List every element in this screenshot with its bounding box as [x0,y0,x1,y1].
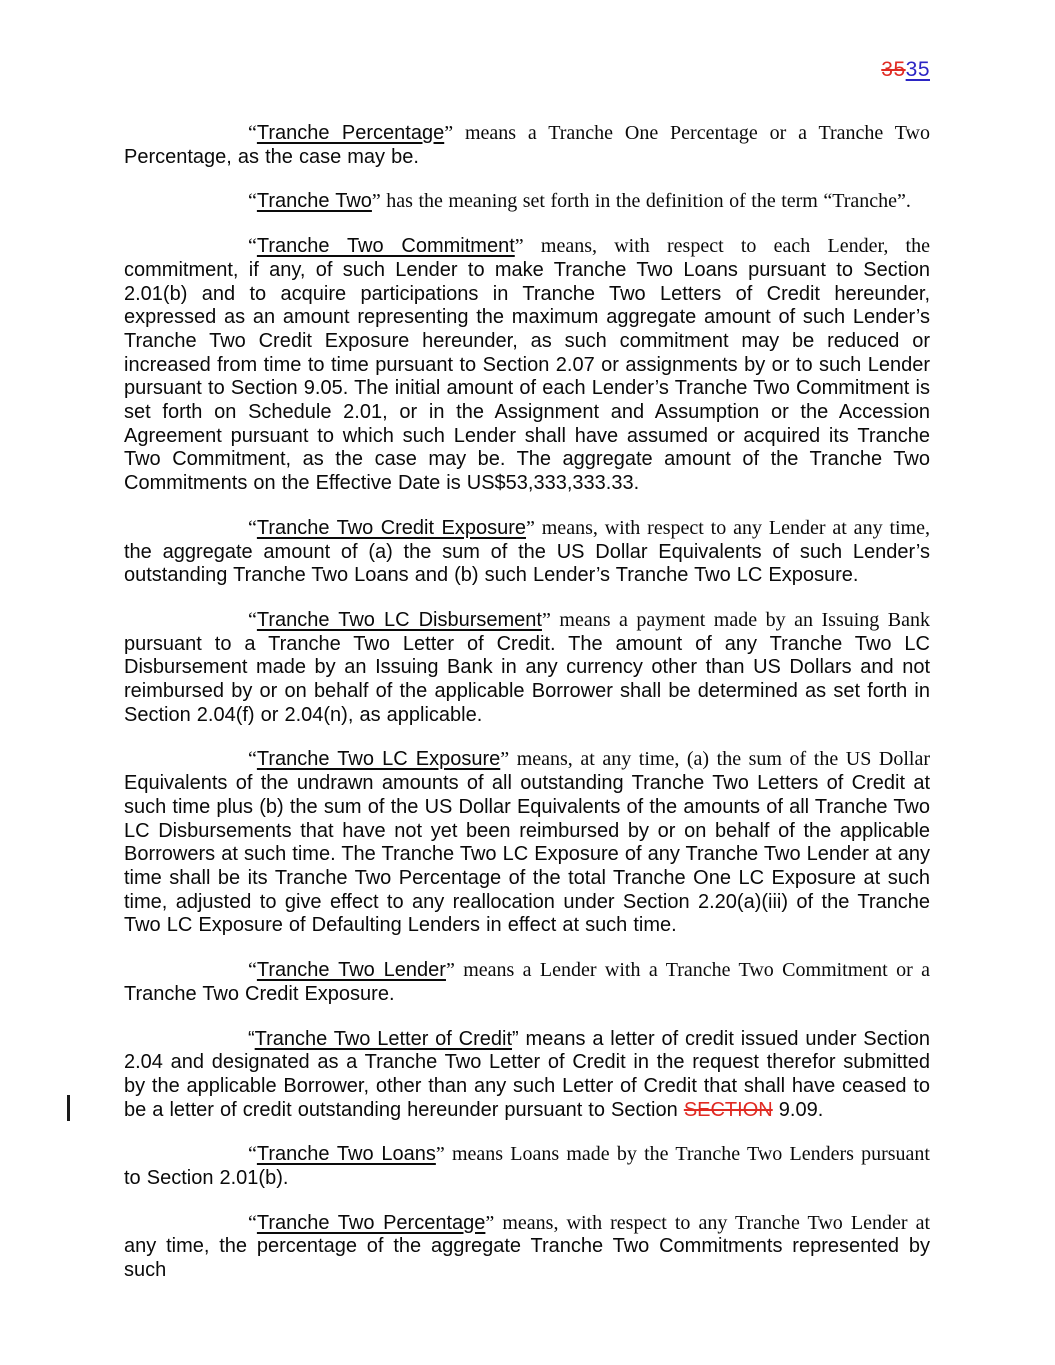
close-quote: ” [542,608,551,631]
open-quote: “ [248,959,257,982]
defined-term: Tranche Two LC Exposure [256,748,501,771]
defined-term: Tranche Two LC Disbursement [256,608,542,631]
close-quote: ” [514,235,524,258]
definition-paragraph-tranche-two-lc-exposure [124,748,930,938]
close-quote: ” [525,516,535,539]
definition-body-after: 9.09. [772,1098,824,1121]
open-quote: “ [248,516,257,539]
definition-paragraph-tranche-two-loans [124,1143,930,1190]
defined-term: Tranche Two Commitment [256,235,515,258]
open-quote: “ [248,235,257,258]
definition-body: means, with respect to any Tranche Two Lender at any time, the percentage of the aggregate Tranche Two Commitments represented by such [124,1211,931,1282]
close-quote: ” [512,1027,519,1050]
open-quote: “ [248,1027,255,1050]
definition-paragraph-tranche-percentage [124,122,930,169]
defined-term: Tranche Two Lender [256,959,446,982]
document-body [124,122,930,1304]
definition-body: means, with respect to each Lender, the commitment, if any, of such Lender to make Tranche Two Loans pursuant to Section 2.01(b) and to acquire participations in Tranche Two Letters of Credit hereunder, expressed as an amount representing the maximum aggregate amount of such Lender’s Tranche Two Credit Exposure hereunder, as such commitment may be reduced or increased from time to time pursuant to Section 2.07 or assignments by or to such Lender pursuant to Section 9.05. The initial amount of each Lender’s Tranche Two Commitment is set forth on Schedule 2.01, or in the Assignment and Assumption or the Accession Agreement pursuant to which such Lender shall have assumed or acquired its Tranche Two Commitment, as the case may be. The aggregate amount of the Tranche Two Commitments on the Effective Date is US$53,333,333.33. [124,235,930,495]
defined-term: Tranche Two Percentage [256,1211,486,1234]
definition-body: means, with respect to any Lender at any time, the aggregate amount of (a) the sum of the US Dollar Equivalents of such Lender’s outstanding Tranche Two Loans and (b) such Lender’s Tranche Two LC Exposure. [124,516,930,587]
close-quote: ” [500,748,510,771]
page-number [881,58,930,82]
definition-paragraph-tranche-two-credit-exposure [124,517,930,588]
open-quote: “ [248,190,257,213]
definition-paragraph-tranche-two-letter-of-credit [124,1028,930,1123]
open-quote: “ [248,748,257,771]
definition-paragraph-tranche-two-lender [124,959,930,1006]
definition-body: means Loans made by the Tranche Two Lenders pursuant to Section 2.01(b). [124,1143,930,1190]
definition-body: means a Tranche One Percentage or a Tranche Two Percentage, as the case may be. [124,122,931,168]
open-quote: “ [248,122,257,144]
open-quote: “ [248,1211,257,1234]
close-quote: ” [485,1211,495,1234]
defined-term: Tranche Two [256,190,372,213]
open-quote: “ [248,1143,257,1166]
definition-body: means a letter of credit issued under Section 2.04 and designated as a Tranche Two Letter of Credit in the request therefor submitted by the applicable Borrower, other than any such Letter of Credit that shall have ceased to be a letter of credit outstanding hereunder pursuant to Section [124,1027,931,1121]
close-quote: ” [444,122,454,144]
definition-paragraph-tranche-two-lc-disbursement [124,609,930,728]
definition-paragraph-tranche-two [124,190,930,214]
close-quote: ” [371,190,381,213]
definition-paragraph-tranche-two-percentage [124,1212,930,1283]
defined-term: Tranche Two Loans [256,1143,436,1166]
open-quote: “ [248,608,257,631]
definition-body: means a payment made by an Issuing Bank pursuant to a Tranche Two Letter of Credit. The amount of any Tranche Two LC Disbursement made by an Issuing Bank in any currency other than US Dollars and not reimbursed by or on behalf of the applicable Borrower shall be determined as set forth in Section 2.04(f) or 2.04(n), as applicable. [124,608,931,726]
defined-term: Tranche Two Letter of Credit [254,1027,513,1050]
defined-term: Tranche Percentage [256,122,445,144]
definition-body: means a Lender with a Tranche Two Commitment or a Tranche Two Credit Exposure. [124,959,930,1005]
close-quote: ” [435,1143,445,1166]
definition-body: means, at any time, (a) the sum of the US Dollar Equivalents of the undrawn amounts of all outstanding Tranche Two Letters of Credit at such time plus (b) the sum of the US Dollar Equivalents of the amounts of all Tranche Two LC Disbursements that have not yet been reimbursed by or on behalf of the applicable Borrowers at such time. The Tranche Two LC Exposure of any Tranche Two Lender at any time shall be its Tranche Two Percentage of the total Tranche One LC Exposure at such time, adjusted to give effect to any reallocation under Section 2.20(a)(iii) of the Tranche Two LC Exposure of Defaulting Lenders in effect at such time. [124,748,930,937]
defined-term: Tranche Two Credit Exposure [256,516,526,539]
deleted-text: SECTION [683,1098,773,1121]
change-bar [67,1095,70,1121]
page-number-inserted: 35 [905,58,930,81]
close-quote: ” [445,959,455,982]
definition-paragraph-tranche-two-commitment [124,235,930,496]
page-number-deleted: 35 [881,58,906,81]
definition-body: has the meaning set forth in the definition of the term “Tranche”. [380,190,911,213]
